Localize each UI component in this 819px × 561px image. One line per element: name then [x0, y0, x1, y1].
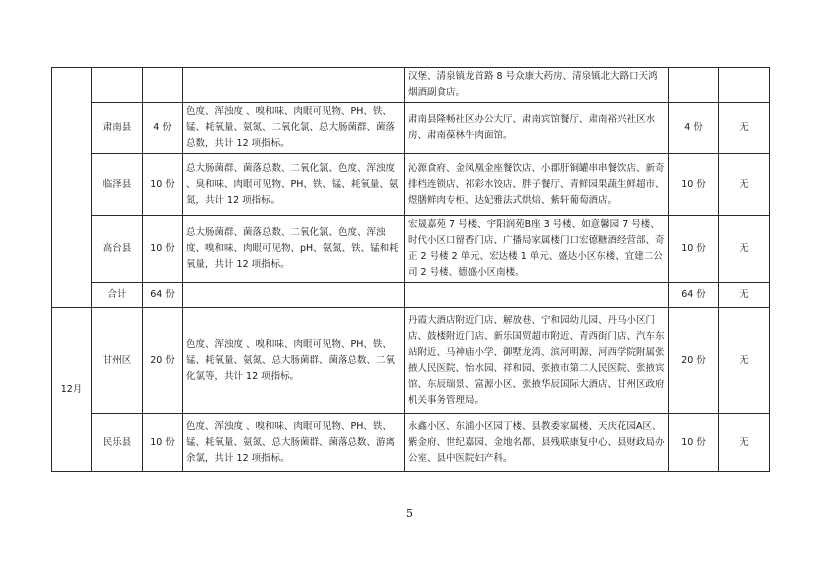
indicators-cell: 色度、浑浊度 、嗅和味、肉眼可见物、PH、铁、锰、耗氧量、氨氮、总大肠菌群、菌落总数、游离余氯，共计 12 项指标。 — [183, 414, 405, 472]
count-cell: 10 份 — [143, 414, 183, 472]
total-row — [52, 283, 770, 308]
county-cell — [92, 68, 143, 103]
qualified-cell: 10 份 — [669, 154, 719, 216]
table-row — [52, 216, 770, 283]
qualified-cell: 20 份 — [669, 308, 719, 414]
total-unqualified: 无 — [719, 283, 770, 308]
table-row — [52, 103, 770, 154]
total-qualified: 64 份 — [669, 283, 719, 308]
county-cell: 临泽县 — [92, 154, 143, 216]
count-cell — [143, 68, 183, 103]
locations-cell: 沁源食府、金凤凰金座餐饮店、小郡肝铜罐串串餐饮店、新奇排档连锁店、祁彩水饺店、胖子餐厅、青鲜园果蔬生鲜超市、煜膳鲜肉专柜、达妃雅法式烘焙、紫轩葡萄酒店。 — [405, 154, 669, 216]
unqualified-cell: 无 — [719, 103, 770, 154]
qualified-cell: 10 份 — [669, 216, 719, 283]
water-sampling-table — [51, 67, 770, 472]
table-row — [52, 68, 770, 103]
table-row — [52, 414, 770, 472]
total-label: 合计 — [92, 283, 143, 308]
total-count: 64 份 — [143, 283, 183, 308]
unqualified-cell — [719, 68, 770, 103]
indicators-cell — [183, 68, 405, 103]
locations-cell: 永鑫小区、东浦小区园丁楼、县教委家属楼、天庆花园A区、紫金府、世纪嘉园、金地名都、县残联康复中心、县财政局办公室、县中医院妇产科。 — [405, 414, 669, 472]
county-cell: 甘州区 — [92, 308, 143, 414]
locations-cell: 汉堡、清泉镇龙首路 8 号众康大药房、清泉镇北大路口天鸿烟酒副食店。 — [405, 68, 669, 103]
table-row — [52, 308, 770, 414]
county-cell: 民乐县 — [92, 414, 143, 472]
qualified-cell: 10 份 — [669, 414, 719, 472]
indicators-cell: 色度、浑浊度 、嗅和味、肉眼可见物、PH、铁、锰、耗氧量、氨氮、二氧化氯、总大肠菌群、菌落总数，共计 12 项指标。 — [183, 103, 405, 154]
locations-cell — [405, 283, 669, 308]
unqualified-cell: 无 — [719, 154, 770, 216]
table-row — [52, 154, 770, 216]
locations-cell: 丹霞大酒店附近门店、解放巷、宁和园幼儿园、丹马小区门店、鼓楼附近门店、新乐国贸超市附近、青西街门店、汽车东站附近、马神庙小学、御墅龙湾、滨河明源、河西学院附属张掖人民医院、怡水园、祥和园、张掖市第二人民医院、张掖宾馆、东辰瑞景、富源小区、张掖华辰国际大酒店、甘州区政府机关事务管理局。 — [405, 308, 669, 414]
indicators-cell: 总大肠菌群、菌落总数、二氧化氯、色度、浑浊度 、臭和味、肉眼可见物、PH、铁、锰、耗氧量、氨氮，共计 12 项指标。 — [183, 154, 405, 216]
county-cell: 肃南县 — [92, 103, 143, 154]
unqualified-cell: 无 — [719, 414, 770, 472]
indicators-cell: 总大肠菌群、菌落总数、二氧化氯、色度、浑浊度、嗅和味、肉眼可见物、pH、氨氮、铁、锰和耗氧量，共计 12 项指标。 — [183, 216, 405, 283]
count-cell: 10 份 — [143, 216, 183, 283]
unqualified-cell: 无 — [719, 216, 770, 283]
unqualified-cell: 无 — [719, 308, 770, 414]
count-cell: 20 份 — [143, 308, 183, 414]
count-cell: 4 份 — [143, 103, 183, 154]
month-cell: 12月 — [52, 308, 92, 472]
month-cell-empty — [52, 68, 92, 308]
locations-cell: 肃南县隆畅社区办公大厅、肃南宾馆餐厅、肃南裕兴社区水房、肃南葆林牛肉面馆。 — [405, 103, 669, 154]
count-cell: 10 份 — [143, 154, 183, 216]
qualified-cell — [669, 68, 719, 103]
county-cell: 高台县 — [92, 216, 143, 283]
indicators-cell: 色度、浑浊度 、嗅和味、肉眼可见物、PH、铁、锰、耗氧量、氨氮、总大肠菌群、菌落总数、二氧化氯等，共计 12 项指标。 — [183, 308, 405, 414]
page-number: 5 — [406, 507, 413, 520]
qualified-cell: 4 份 — [669, 103, 719, 154]
locations-cell: 宏晟嘉苑 7 号楼、宇阳润苑B座 3 号楼、如意馨园 7 号楼、时代小区口留香门店、广播局家属楼门口宏德糖酒经营部、奇正 2 号楼 2 单元、宏达楼 1 单元、盛达小区东楼、宜建二公司 2 号楼、德盛小区南楼。 — [405, 216, 669, 283]
indicators-cell — [183, 283, 405, 308]
